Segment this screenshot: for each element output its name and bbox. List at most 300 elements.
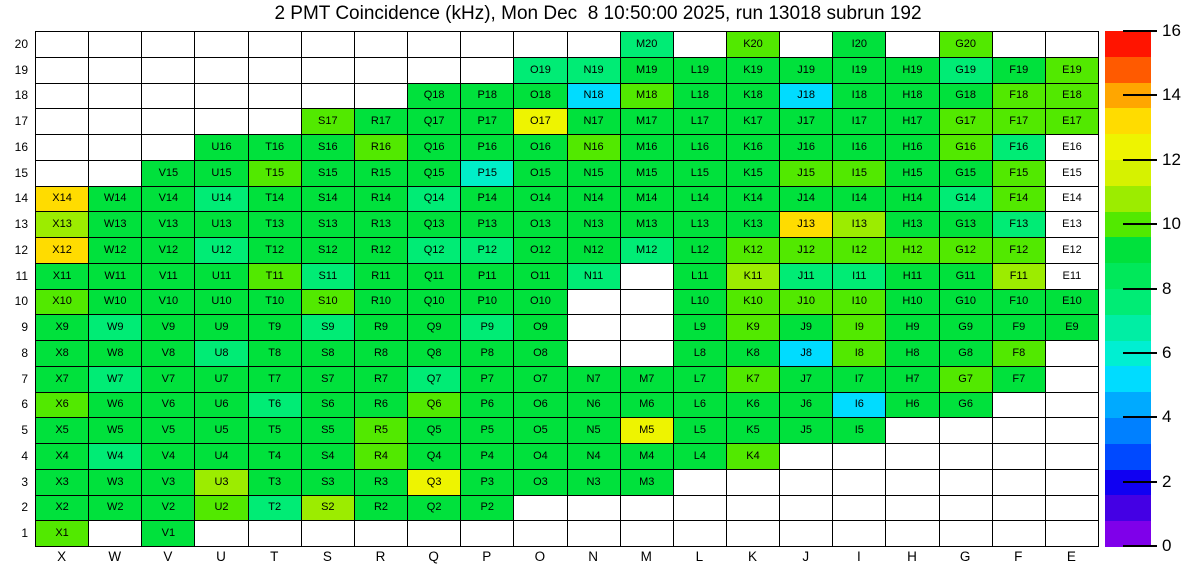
cell-R4: R4 <box>355 444 408 470</box>
cell-H15: H15 <box>886 161 939 187</box>
empty-cell <box>408 32 461 58</box>
cell-T6: T6 <box>249 393 302 419</box>
cell-O5: O5 <box>514 418 567 444</box>
empty-cell <box>886 470 939 496</box>
cell-O10: O10 <box>514 290 567 316</box>
cell-T11: T11 <box>249 264 302 290</box>
colorbar-band <box>1105 495 1151 521</box>
cell-Q3: Q3 <box>408 470 461 496</box>
empty-cell <box>674 496 727 522</box>
cell-L13: L13 <box>674 212 727 238</box>
y-axis-label-17: 17 <box>14 114 28 129</box>
empty-cell <box>89 521 142 547</box>
empty-cell <box>195 109 248 135</box>
cell-V5: V5 <box>142 418 195 444</box>
cell-V3: V3 <box>142 470 195 496</box>
empty-cell <box>993 470 1046 496</box>
cell-O16: O16 <box>514 135 567 161</box>
cell-I8: I8 <box>833 341 886 367</box>
cell-L11: L11 <box>674 264 727 290</box>
cell-U12: U12 <box>195 238 248 264</box>
empty-cell <box>89 58 142 84</box>
empty-cell <box>568 521 621 547</box>
empty-cell <box>621 264 674 290</box>
cell-O12: O12 <box>514 238 567 264</box>
cell-I11: I11 <box>833 264 886 290</box>
cell-M20: M20 <box>621 32 674 58</box>
empty-cell <box>302 58 355 84</box>
empty-cell <box>568 32 621 58</box>
cell-E16: E16 <box>1046 135 1099 161</box>
cell-G15: G15 <box>940 161 993 187</box>
empty-cell <box>36 32 89 58</box>
cell-I19: I19 <box>833 58 886 84</box>
cell-V11: V11 <box>142 264 195 290</box>
cell-O11: O11 <box>514 264 567 290</box>
cell-L7: L7 <box>674 367 727 393</box>
cell-T4: T4 <box>249 444 302 470</box>
colorbar-band <box>1105 392 1151 418</box>
x-axis-label-I: I <box>856 549 861 564</box>
cell-F16: F16 <box>993 135 1046 161</box>
colorbar-band <box>1105 366 1151 392</box>
cell-G13: G13 <box>940 212 993 238</box>
cell-F19: F19 <box>993 58 1046 84</box>
cell-W3: W3 <box>89 470 142 496</box>
empty-cell <box>940 521 993 547</box>
empty-cell <box>249 109 302 135</box>
cell-X3: X3 <box>36 470 89 496</box>
empty-cell <box>993 444 1046 470</box>
cell-E13: E13 <box>1046 212 1099 238</box>
cell-J12: J12 <box>780 238 833 264</box>
cell-J8: J8 <box>780 341 833 367</box>
cell-J10: J10 <box>780 290 833 316</box>
empty-cell <box>833 444 886 470</box>
cell-K6: K6 <box>727 393 780 419</box>
cell-T14: T14 <box>249 187 302 213</box>
cell-I5: I5 <box>833 418 886 444</box>
empty-cell <box>727 496 780 522</box>
empty-cell <box>142 109 195 135</box>
cell-J5: J5 <box>780 418 833 444</box>
empty-cell <box>568 290 621 316</box>
cell-M4: M4 <box>621 444 674 470</box>
cell-H7: H7 <box>886 367 939 393</box>
empty-cell <box>89 109 142 135</box>
cell-R3: R3 <box>355 470 408 496</box>
cell-I18: I18 <box>833 84 886 110</box>
cell-Q5: Q5 <box>408 418 461 444</box>
cell-E11: E11 <box>1046 264 1099 290</box>
cell-Q7: Q7 <box>408 367 461 393</box>
cell-L8: L8 <box>674 341 727 367</box>
cell-F18: F18 <box>993 84 1046 110</box>
cell-H17: H17 <box>886 109 939 135</box>
empty-cell <box>195 58 248 84</box>
colorbar-tick-10 <box>1123 223 1157 225</box>
empty-cell <box>302 84 355 110</box>
empty-cell <box>36 109 89 135</box>
cell-U16: U16 <box>195 135 248 161</box>
cell-Q4: Q4 <box>408 444 461 470</box>
cell-L17: L17 <box>674 109 727 135</box>
cell-G19: G19 <box>940 58 993 84</box>
cell-S10: S10 <box>302 290 355 316</box>
cell-L19: L19 <box>674 58 727 84</box>
cell-F12: F12 <box>993 238 1046 264</box>
cell-H10: H10 <box>886 290 939 316</box>
empty-cell <box>674 521 727 547</box>
cell-V6: V6 <box>142 393 195 419</box>
y-axis-label-11: 11 <box>15 268 28 283</box>
cell-K16: K16 <box>727 135 780 161</box>
cell-L16: L16 <box>674 135 727 161</box>
y-axis-label-9: 9 <box>21 320 28 335</box>
colorbar-tick-label-16: 16 <box>1162 21 1181 40</box>
cell-W5: W5 <box>89 418 142 444</box>
empty-cell <box>833 521 886 547</box>
cell-W12: W12 <box>89 238 142 264</box>
colorbar-band <box>1105 444 1151 470</box>
x-axis-label-U: U <box>216 549 226 564</box>
cell-J15: J15 <box>780 161 833 187</box>
x-axis-label-P: P <box>482 549 492 564</box>
empty-cell <box>833 496 886 522</box>
empty-cell <box>36 84 89 110</box>
empty-cell <box>993 521 1046 547</box>
y-axis-label-2: 2 <box>21 500 28 515</box>
cell-G14: G14 <box>940 187 993 213</box>
cell-P7: P7 <box>461 367 514 393</box>
cell-I15: I15 <box>833 161 886 187</box>
cell-P5: P5 <box>461 418 514 444</box>
cell-U13: U13 <box>195 212 248 238</box>
cell-O8: O8 <box>514 341 567 367</box>
cell-N19: N19 <box>568 58 621 84</box>
cell-K13: K13 <box>727 212 780 238</box>
cell-W7: W7 <box>89 367 142 393</box>
cell-S11: S11 <box>302 264 355 290</box>
cell-R8: R8 <box>355 341 408 367</box>
cell-T10: T10 <box>249 290 302 316</box>
cell-F13: F13 <box>993 212 1046 238</box>
empty-cell <box>142 84 195 110</box>
empty-cell <box>195 32 248 58</box>
cell-K11: K11 <box>727 264 780 290</box>
empty-cell <box>249 521 302 547</box>
empty-cell <box>780 444 833 470</box>
x-axis-label-N: N <box>588 549 598 564</box>
empty-cell <box>993 496 1046 522</box>
empty-cell <box>674 470 727 496</box>
cell-R15: R15 <box>355 161 408 187</box>
cell-K7: K7 <box>727 367 780 393</box>
cell-H8: H8 <box>886 341 939 367</box>
colorbar-band <box>1105 315 1151 341</box>
cell-H11: H11 <box>886 264 939 290</box>
colorbar-tick-8 <box>1123 288 1157 290</box>
empty-cell <box>780 496 833 522</box>
cell-W2: W2 <box>89 496 142 522</box>
cell-S3: S3 <box>302 470 355 496</box>
y-axis-label-5: 5 <box>21 423 28 438</box>
empty-cell <box>727 470 780 496</box>
cell-S9: S9 <box>302 315 355 341</box>
x-axis-label-R: R <box>375 549 386 564</box>
cell-N3: N3 <box>568 470 621 496</box>
cell-E12: E12 <box>1046 238 1099 264</box>
colorbar-band <box>1105 186 1151 212</box>
empty-cell <box>568 341 621 367</box>
empty-cell <box>940 470 993 496</box>
cell-M17: M17 <box>621 109 674 135</box>
empty-cell <box>780 470 833 496</box>
heatmap-grid <box>35 31 1099 547</box>
cell-M13: M13 <box>621 212 674 238</box>
cell-F7: F7 <box>993 367 1046 393</box>
x-axis-label-T: T <box>270 549 279 564</box>
cell-I13: I13 <box>833 212 886 238</box>
cell-P14: P14 <box>461 187 514 213</box>
cell-M15: M15 <box>621 161 674 187</box>
cell-P18: P18 <box>461 84 514 110</box>
cell-K19: K19 <box>727 58 780 84</box>
cell-X9: X9 <box>36 315 89 341</box>
cell-V8: V8 <box>142 341 195 367</box>
cell-Q6: Q6 <box>408 393 461 419</box>
cell-Q17: Q17 <box>408 109 461 135</box>
y-axis-label-7: 7 <box>21 371 28 386</box>
cell-L12: L12 <box>674 238 727 264</box>
cell-W14: W14 <box>89 187 142 213</box>
y-axis-label-1: 1 <box>21 526 28 541</box>
cell-X12: X12 <box>36 238 89 264</box>
cell-T16: T16 <box>249 135 302 161</box>
cell-Q13: Q13 <box>408 212 461 238</box>
cell-U11: U11 <box>195 264 248 290</box>
cell-V13: V13 <box>142 212 195 238</box>
empty-cell <box>142 58 195 84</box>
cell-N4: N4 <box>568 444 621 470</box>
empty-cell <box>940 444 993 470</box>
cell-X5: X5 <box>36 418 89 444</box>
cell-X7: X7 <box>36 367 89 393</box>
cell-Q8: Q8 <box>408 341 461 367</box>
cell-W8: W8 <box>89 341 142 367</box>
empty-cell <box>886 521 939 547</box>
cell-I12: I12 <box>833 238 886 264</box>
cell-S15: S15 <box>302 161 355 187</box>
cell-K15: K15 <box>727 161 780 187</box>
cell-I16: I16 <box>833 135 886 161</box>
empty-cell <box>940 496 993 522</box>
cell-K8: K8 <box>727 341 780 367</box>
colorbar-tick-2 <box>1123 481 1157 483</box>
empty-cell <box>1046 496 1099 522</box>
cell-W10: W10 <box>89 290 142 316</box>
empty-cell <box>780 32 833 58</box>
cell-M12: M12 <box>621 238 674 264</box>
cell-G10: G10 <box>940 290 993 316</box>
empty-cell <box>621 315 674 341</box>
cell-J17: J17 <box>780 109 833 135</box>
y-axis-label-15: 15 <box>14 165 28 180</box>
cell-Q12: Q12 <box>408 238 461 264</box>
cell-J19: J19 <box>780 58 833 84</box>
cell-O13: O13 <box>514 212 567 238</box>
cell-X4: X4 <box>36 444 89 470</box>
empty-cell <box>727 521 780 547</box>
cell-K5: K5 <box>727 418 780 444</box>
cell-N7: N7 <box>568 367 621 393</box>
cell-L15: L15 <box>674 161 727 187</box>
colorbar-band <box>1105 418 1151 444</box>
x-axis-label-K: K <box>748 549 758 564</box>
empty-cell <box>621 521 674 547</box>
empty-cell <box>302 32 355 58</box>
cell-I6: I6 <box>833 393 886 419</box>
cell-N14: N14 <box>568 187 621 213</box>
cell-P2: P2 <box>461 496 514 522</box>
cell-R7: R7 <box>355 367 408 393</box>
empty-cell <box>89 161 142 187</box>
colorbar-band <box>1105 160 1151 186</box>
cell-X1: X1 <box>36 521 89 547</box>
cell-K14: K14 <box>727 187 780 213</box>
cell-T15: T15 <box>249 161 302 187</box>
y-axis-label-4: 4 <box>21 448 28 463</box>
colorbar-tick-6 <box>1123 352 1157 354</box>
empty-cell <box>940 418 993 444</box>
cell-N12: N12 <box>568 238 621 264</box>
colorbar-band <box>1105 31 1151 57</box>
cell-S14: S14 <box>302 187 355 213</box>
cell-F11: F11 <box>993 264 1046 290</box>
cell-R16: R16 <box>355 135 408 161</box>
cell-Q14: Q14 <box>408 187 461 213</box>
cell-L4: L4 <box>674 444 727 470</box>
y-axis-label-20: 20 <box>14 36 28 51</box>
cell-W11: W11 <box>89 264 142 290</box>
cell-P6: P6 <box>461 393 514 419</box>
cell-J16: J16 <box>780 135 833 161</box>
colorbar-tick-label-12: 12 <box>1162 149 1181 169</box>
empty-cell <box>142 32 195 58</box>
cell-I20: I20 <box>833 32 886 58</box>
cell-T3: T3 <box>249 470 302 496</box>
x-axis-label-W: W <box>108 549 122 564</box>
cell-S6: S6 <box>302 393 355 419</box>
cell-I10: I10 <box>833 290 886 316</box>
cell-P3: P3 <box>461 470 514 496</box>
x-axis-label-Q: Q <box>428 549 439 564</box>
y-axis-label-18: 18 <box>14 88 28 103</box>
cell-L10: L10 <box>674 290 727 316</box>
empty-cell <box>89 135 142 161</box>
x-axis-label-X: X <box>57 549 67 564</box>
cell-L5: L5 <box>674 418 727 444</box>
cell-W9: W9 <box>89 315 142 341</box>
empty-cell <box>514 496 567 522</box>
cell-N5: N5 <box>568 418 621 444</box>
colorbar-band <box>1105 57 1151 83</box>
cell-N6: N6 <box>568 393 621 419</box>
cell-W4: W4 <box>89 444 142 470</box>
cell-X10: X10 <box>36 290 89 316</box>
cell-G17: G17 <box>940 109 993 135</box>
cell-K9: K9 <box>727 315 780 341</box>
cell-H18: H18 <box>886 84 939 110</box>
empty-cell <box>886 418 939 444</box>
cell-P13: P13 <box>461 212 514 238</box>
colorbar-tick-0 <box>1123 545 1157 547</box>
empty-cell <box>302 521 355 547</box>
cell-M3: M3 <box>621 470 674 496</box>
empty-cell <box>833 470 886 496</box>
cell-T13: T13 <box>249 212 302 238</box>
cell-N18: N18 <box>568 84 621 110</box>
cell-U10: U10 <box>195 290 248 316</box>
empty-cell <box>1046 367 1099 393</box>
cell-J9: J9 <box>780 315 833 341</box>
cell-P10: P10 <box>461 290 514 316</box>
cell-X6: X6 <box>36 393 89 419</box>
cell-O9: O9 <box>514 315 567 341</box>
empty-cell <box>195 521 248 547</box>
empty-cell <box>249 32 302 58</box>
cell-V9: V9 <box>142 315 195 341</box>
cell-G18: G18 <box>940 84 993 110</box>
empty-cell <box>355 32 408 58</box>
cell-I14: I14 <box>833 187 886 213</box>
cell-R12: R12 <box>355 238 408 264</box>
cell-U6: U6 <box>195 393 248 419</box>
cell-J7: J7 <box>780 367 833 393</box>
cell-H13: H13 <box>886 212 939 238</box>
cell-H6: H6 <box>886 393 939 419</box>
cell-H9: H9 <box>886 315 939 341</box>
empty-cell <box>142 135 195 161</box>
cell-J6: J6 <box>780 393 833 419</box>
cell-P4: P4 <box>461 444 514 470</box>
cell-S17: S17 <box>302 109 355 135</box>
colorbar-band <box>1105 289 1151 315</box>
cell-K10: K10 <box>727 290 780 316</box>
cell-H16: H16 <box>886 135 939 161</box>
cell-G9: G9 <box>940 315 993 341</box>
cell-T7: T7 <box>249 367 302 393</box>
cell-M16: M16 <box>621 135 674 161</box>
cell-J14: J14 <box>780 187 833 213</box>
cell-X11: X11 <box>36 264 89 290</box>
empty-cell <box>1046 341 1099 367</box>
cell-G12: G12 <box>940 238 993 264</box>
cell-X14: X14 <box>36 187 89 213</box>
cell-N15: N15 <box>568 161 621 187</box>
cell-R10: R10 <box>355 290 408 316</box>
cell-G16: G16 <box>940 135 993 161</box>
cell-S4: S4 <box>302 444 355 470</box>
cell-V10: V10 <box>142 290 195 316</box>
empty-cell <box>36 135 89 161</box>
cell-T5: T5 <box>249 418 302 444</box>
y-axis-label-12: 12 <box>14 242 28 257</box>
cell-S13: S13 <box>302 212 355 238</box>
empty-cell <box>993 32 1046 58</box>
cell-N16: N16 <box>568 135 621 161</box>
empty-cell <box>1046 418 1099 444</box>
